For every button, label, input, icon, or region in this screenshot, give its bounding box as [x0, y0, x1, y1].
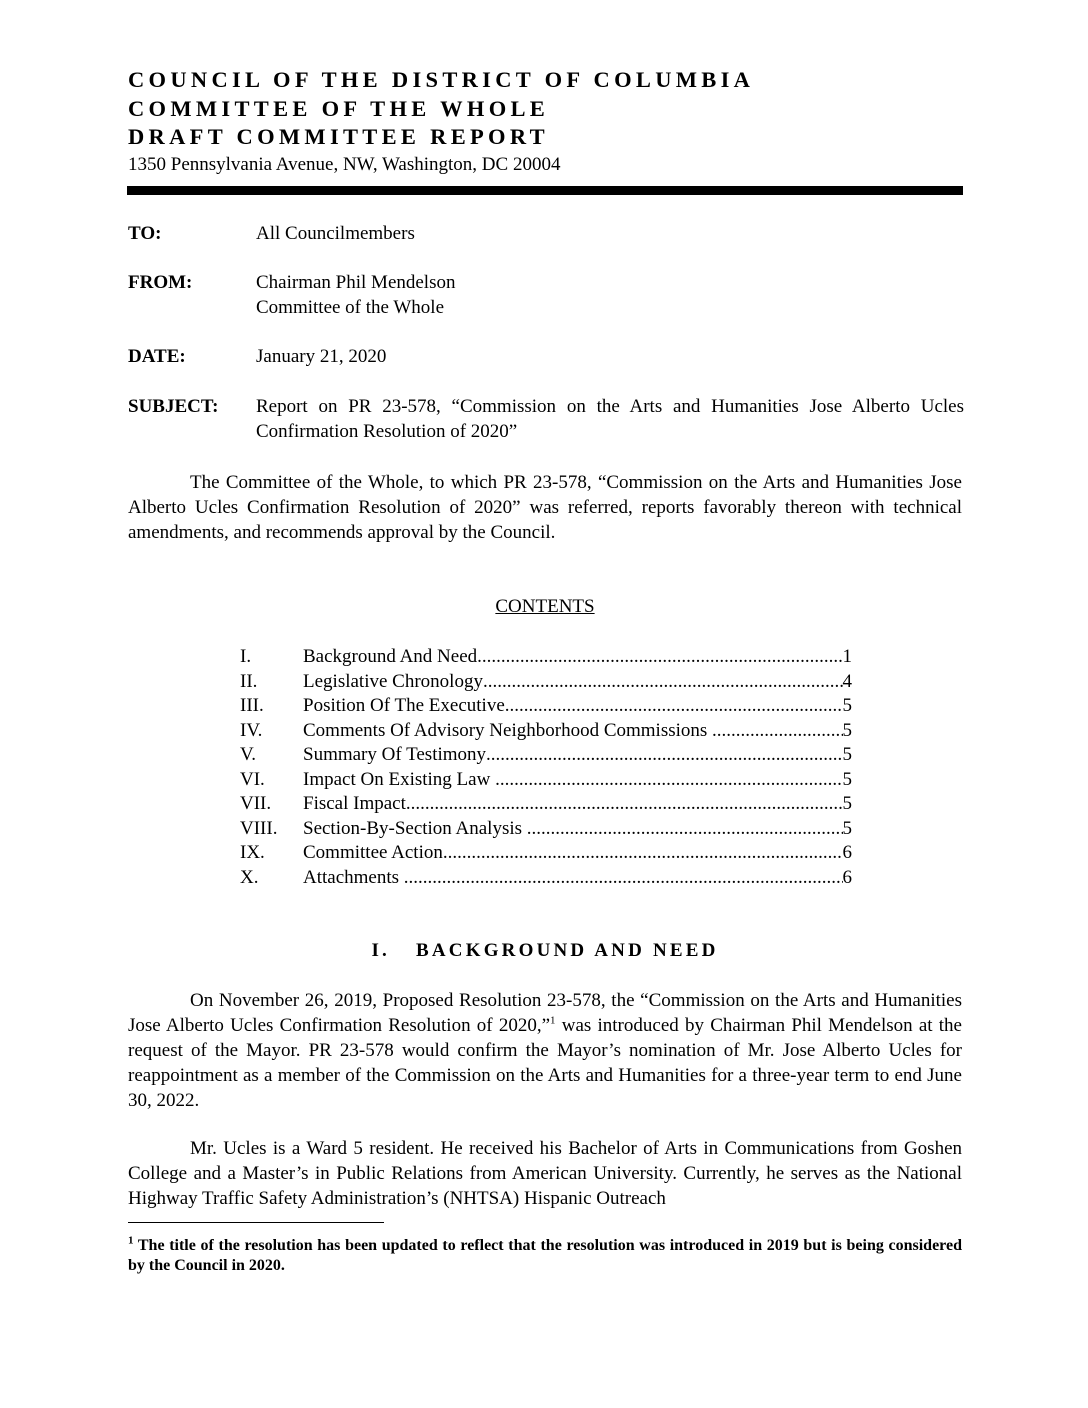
- toc-entry-leader-dots: [505, 694, 843, 719]
- toc-entry-title: Section-By-Section Analysis: [303, 817, 527, 839]
- toc-entry[interactable]: [240, 768, 852, 793]
- toc-entry-page: 5: [842, 719, 852, 741]
- intro-paragraph: The Committee of the Whole, to which PR 23-578, “Commission on the Arts and Humanities Jose Alberto Ucles Confirmation Resolution of 2020” was referred, reports favorably thereon with technical amendments, and recommends approval by the Council.: [128, 472, 962, 543]
- toc-entry-number: II.: [240, 670, 258, 692]
- toc-entry-number: IX.: [240, 842, 265, 863]
- toc-entry-leader-dots: [443, 841, 843, 866]
- toc-entry[interactable]: [240, 817, 852, 842]
- toc-entry-title: Attachments: [303, 866, 404, 888]
- toc-entry-number: VIII.: [240, 817, 278, 839]
- toc-entry[interactable]: [240, 841, 852, 866]
- footnote-marker: 1: [128, 1234, 134, 1247]
- header-address: 1350 Pennsylvania Avenue, NW, Washington, DC 20004: [128, 153, 561, 175]
- background-paragraph-1-text-b: was introduced by Chairman Phil Mendelson at the request of the Mayor. PR 23-578 would confirm the Mayor’s nomination of Mr. Jose Alberto Ucles for reappointment as a member of the Commission on the Arts and Humanities for a three-year term to end June 30, 2022.: [128, 1015, 962, 1111]
- memo-to-value: All Councilmembers: [256, 223, 415, 244]
- header-report-type: DRAFT COMMITTEE REPORT: [128, 124, 549, 149]
- toc-entry-title: Summary Of Testimony: [303, 744, 487, 765]
- memo-subject-value: Report on PR 23-578, “Commission on the Arts and Humanities Jose Alberto Ucles Confirmation Resolution of 2020”: [256, 396, 964, 442]
- toc-entry-title: Comments Of Advisory Neighborhood Commissions: [303, 719, 713, 741]
- toc-entry-page: 5: [842, 695, 852, 716]
- toc-entry-number: X.: [240, 866, 259, 888]
- toc-entry[interactable]: [240, 645, 852, 670]
- header-council-name: COUNCIL OF THE DISTRICT OF COLUMBIA: [128, 67, 755, 92]
- section-heading-background: [128, 939, 962, 963]
- toc-entry-title: Fiscal Impact: [303, 793, 406, 814]
- memo-date-value: January 21, 2020: [256, 346, 387, 367]
- memo-subject-label: SUBJECT:: [128, 396, 219, 417]
- toc-entry[interactable]: [240, 670, 852, 695]
- toc-entry-number: IV.: [240, 719, 263, 741]
- toc-entry[interactable]: [240, 694, 852, 719]
- footnote-text: The title of the resolution has been updated to reflect that the resolution was introduced in 2019 but is being considered by the Council in 2020.: [128, 1237, 962, 1274]
- toc-entry-number: III.: [240, 695, 264, 716]
- toc-entry-leader-dots: [406, 792, 843, 817]
- memo-from-line-2: Committee of the Whole: [256, 296, 445, 318]
- memo-date-label: DATE:: [128, 346, 186, 367]
- header-committee-name: COMMITTEE OF THE WHOLE: [128, 95, 550, 121]
- toc-entry[interactable]: [240, 792, 852, 817]
- section-title: BACKGROUND AND NEED: [416, 940, 719, 961]
- memo-from-line-1: Chairman Phil Mendelson: [256, 272, 456, 293]
- toc-entry[interactable]: [240, 719, 852, 744]
- toc-entry-number: VII.: [240, 793, 272, 814]
- toc-entry-leader-dots: [527, 817, 843, 842]
- toc-entry-page: 1: [842, 646, 852, 667]
- toc-entry-leader-dots: [495, 768, 842, 793]
- section-number: I.: [371, 940, 390, 961]
- toc-entry-number: I.: [240, 646, 252, 667]
- toc-entry-page: 5: [842, 793, 852, 814]
- toc-entry[interactable]: [240, 743, 852, 768]
- toc-entry-leader-dots: [486, 743, 842, 768]
- footnote-separator: [128, 1222, 384, 1223]
- memo-from-label: FROM:: [128, 272, 193, 293]
- background-paragraph-2: Mr. Ucles is a Ward 5 resident. He received his Bachelor of Arts in Communications from Goshen College and a Master’s in Public Relations from American University. Currently, he serves as the National Highway Traffic Safety Administration’s (NHTSA) Hispanic Outreach: [128, 1138, 962, 1209]
- toc-entry-title: Position Of The Executive: [303, 695, 505, 716]
- background-paragraph-1-text-a: On November 26, 2019, Proposed Resolution 23-578, the “Commission on the Arts and Humanities Jose Alberto Ucles Confirmation Resolution of 2020,”: [128, 990, 962, 1036]
- toc-entry-title: Legislative Chronology: [303, 670, 483, 692]
- toc-entry-page: 5: [842, 817, 852, 839]
- toc-entry-title: Background And Need: [303, 646, 478, 667]
- table-of-contents: [240, 645, 852, 890]
- toc-entry-page: 5: [842, 768, 852, 790]
- toc-entry-leader-dots: [477, 645, 842, 670]
- report-header: [128, 66, 754, 177]
- background-paragraph-1: [128, 988, 962, 1113]
- toc-entry-number: VI.: [240, 768, 265, 790]
- footnote-reference[interactable]: 1: [550, 1014, 556, 1027]
- contents-title: CONTENTS: [495, 596, 595, 617]
- footnote-1: [128, 1236, 962, 1275]
- memo-from-value: [256, 271, 964, 320]
- toc-entry-page: 4: [842, 670, 852, 692]
- memo-to-label: TO:: [128, 223, 162, 244]
- toc-entry-page: 6: [842, 842, 852, 863]
- header-divider: [127, 186, 963, 195]
- toc-entry-page: 5: [842, 744, 852, 765]
- toc-entry-leader-dots: [483, 670, 843, 695]
- toc-entry-title: Impact On Existing Law: [303, 768, 496, 790]
- toc-entry[interactable]: [240, 866, 852, 891]
- toc-entry-number: V.: [240, 744, 257, 765]
- toc-entry-title: Committee Action: [303, 842, 443, 863]
- toc-entry-leader-dots: [712, 719, 842, 744]
- toc-entry-leader-dots: [404, 866, 843, 891]
- toc-entry-page: 6: [842, 866, 852, 888]
